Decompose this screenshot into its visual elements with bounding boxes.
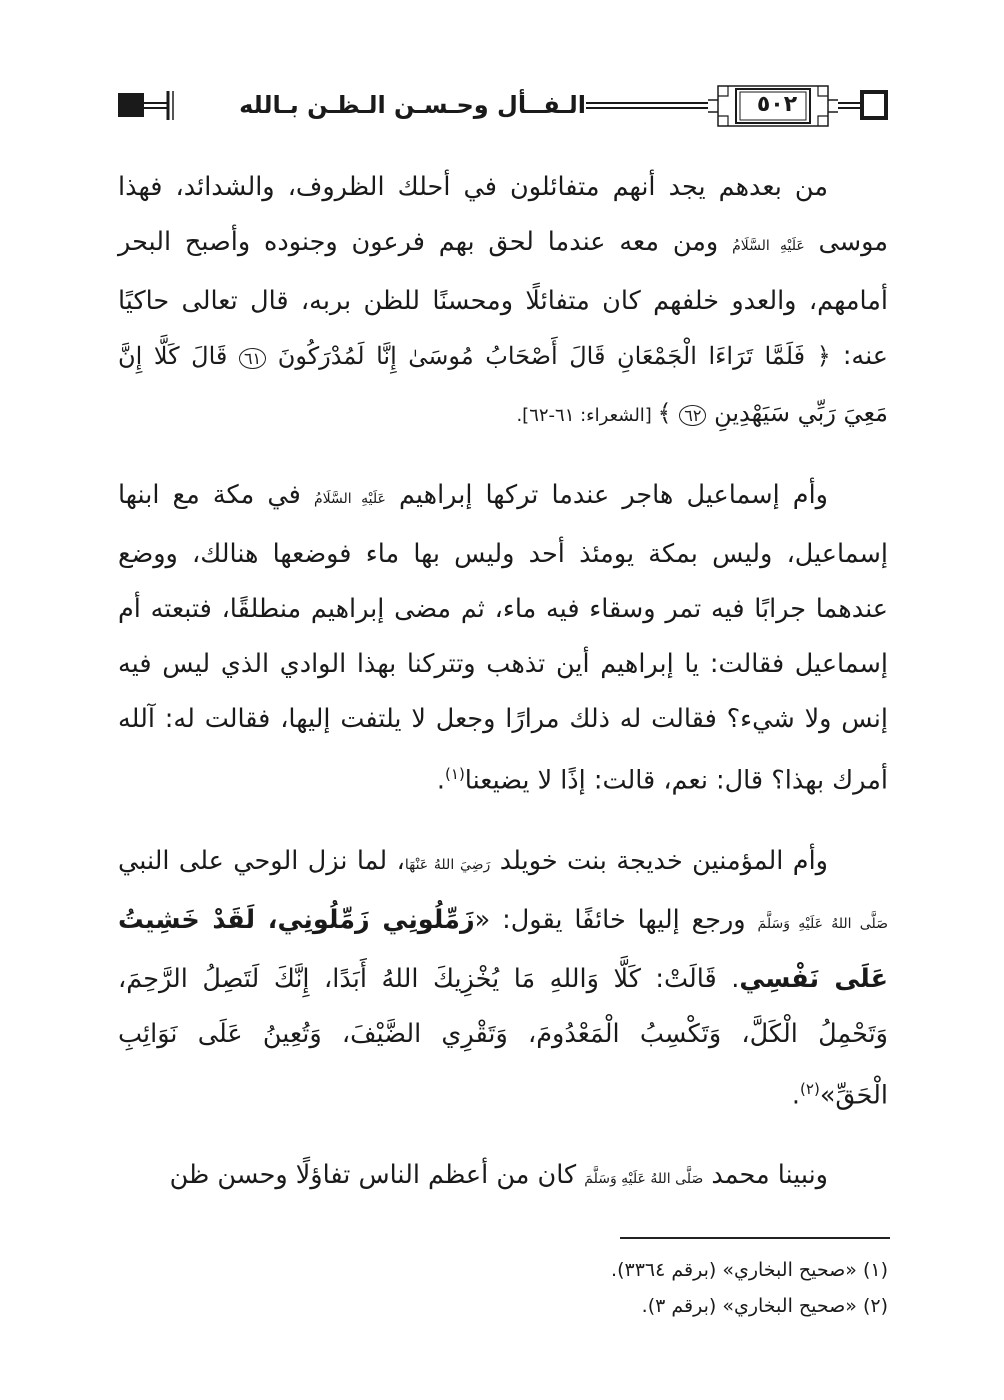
- honorific: عَلَيْهِ السَّلَامُ: [732, 238, 805, 254]
- paragraph-1: [118, 160, 888, 443]
- paragraph-2: [118, 468, 888, 809]
- p4-text: ونبينا محمد: [703, 1160, 828, 1190]
- footnote-divider: [620, 1237, 890, 1239]
- footnote-ref-1[interactable]: (١): [445, 765, 465, 783]
- quran-verse-62: قَالَ كَلَّا إِنَّ مَعِيَ رَبِّي سَيَهْدِينِ: [118, 342, 888, 427]
- footnote-ref-2[interactable]: (٢): [800, 1079, 820, 1098]
- footnote-2: (٢) «صحيح البخاري» (برقم ٣).: [641, 1295, 888, 1317]
- quran-end-bracket: ﴾: [657, 399, 680, 427]
- p3-text-3: ورجع إليها خائفًا يقول: «: [474, 904, 758, 935]
- p3-text: وأم المؤمنين خديجة بنت خويلد: [490, 845, 828, 876]
- footnotes: [418, 1252, 888, 1324]
- paragraph-4: [118, 1148, 888, 1207]
- quran-verse: [118, 342, 888, 427]
- p4-text-2: كان من أعظم الناس تفاؤلًا وحسن ظن: [169, 1160, 585, 1190]
- quran-reference: [الشعراء: ٦١-٦٢].: [516, 405, 658, 426]
- page-header: [118, 84, 888, 128]
- ayah-number-61: ٦١: [239, 348, 266, 369]
- main-text: [118, 160, 888, 1207]
- hadith-text: . قَالَتْ: كَلَّا وَاللهِ مَا يُخْزِيكَ اللهُ أَبَدًا، إِنَّكَ لَتَصِلُ الرَّحِمَ، وَتَحْمِلُ الْكَلَّ، وَتَكْسِبُ الْمَعْدُومَ، وَتَقْرِي الضَّيْفَ، وَتُعِينُ عَلَى نَوَائِبِ الْحَقِّ»: [118, 963, 888, 1110]
- quran-verse-61: ﴿ فَلَمَّا تَرَاءَا الْجَمْعَانِ قَالَ أَصْحَابُ مُوسَىٰ إِنَّا لَمُدْرَكُونَ: [266, 342, 831, 370]
- footnote-1: (١) «صحيح البخاري» (برقم ٣٣٦٤).: [611, 1259, 888, 1281]
- p1-text: من بعدهم يجد أنهم متفائلون في أحلك الظروف، والشدائد، فهذا موسى: [118, 172, 888, 257]
- p2-text: وأم إسماعيل هاجر عندما تركها إبراهيم: [385, 480, 828, 510]
- p2-end: .: [436, 765, 446, 796]
- p3-end: .: [791, 1080, 801, 1110]
- p1-text-2: ومن معه عندما لحق بهم فرعون وجنوده وأصبح البحر أمامهم، والعدو خلفهم كان متفائلًا ومحسنًا للظن بربه، قال تعالى حاكيًا عنه:: [118, 227, 888, 371]
- p3-text-2: ، لما نزل الوحي على النبي: [118, 845, 405, 876]
- hadith-bold: زَمِّلُونِي زَمِّلُونِي، لَقَدْ خَشِيتُ عَلَى نَفْسِي: [118, 904, 888, 994]
- paragraph-3: [118, 834, 888, 1124]
- page-number: ٥٠٢: [756, 92, 798, 117]
- p2-text-2: في مكة مع ابنها إسماعيل، وليس بمكة يومئذ أحد وليس بها ماء فوضعها هنالك، ووضع عندهما جرابًا فيه تمر وسقاء فيه ماء، ثم مضى إبراهيم منطلقًا، فتبعته أم إسماعيل فقالت: يا إبراهيم أين تذهب وتتركنا بهذا الوادي الذي ليس فيه إنس ولا شيء؟ فقالت له ذلك مرارًا وجعل لا يلتفت إليها، فقالت له: آلله أمرك بهذا؟ قال: نعم، قالت: إذًا لا يضيعنا: [118, 480, 888, 796]
- ayah-number-62: ٦٢: [679, 405, 706, 426]
- honorific: صَلَّى اللهُ عَلَيْهِ وَسَلَّمَ: [584, 1171, 704, 1187]
- honorific: رَضِيَ اللهُ عَنْهَا: [404, 856, 491, 873]
- honorific: عَلَيْهِ السَّلَامُ: [313, 491, 386, 507]
- honorific: صَلَّى اللهُ عَلَيْهِ وَسَلَّمَ: [757, 915, 888, 932]
- running-title: الـفــأل وحـسـن الـظـن بـالله: [296, 88, 586, 122]
